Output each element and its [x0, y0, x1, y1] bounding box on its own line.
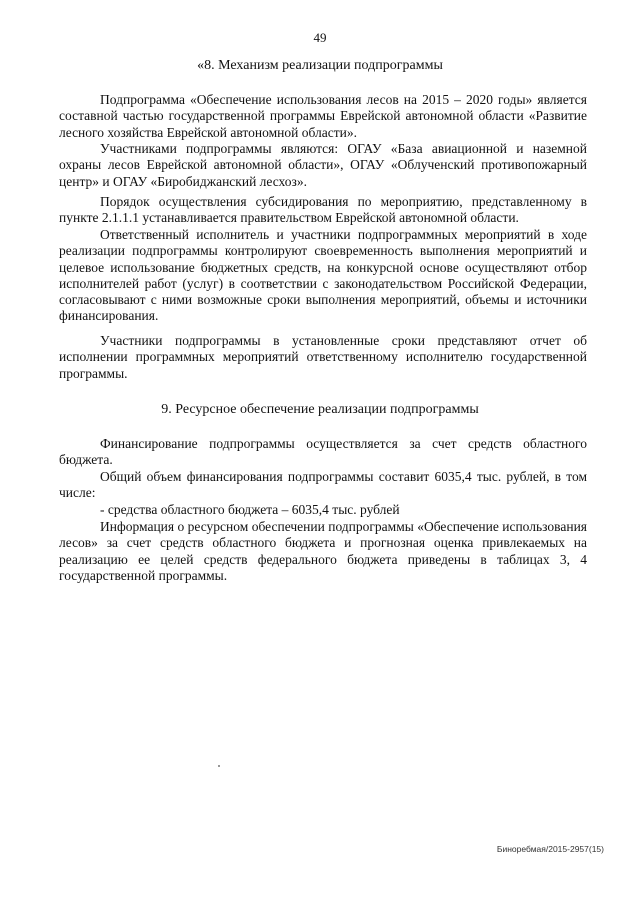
section-9-paragraph-4: Информация о ресурсном обеспечении подпрограммы «Обеспечение использования лесов» за счет средств областного бюджета и прогнозная оценка привлекаемых на реализацию ее целей средств федерального бюджета приведены в таблицах 3, 4 государственной программы. [59, 519, 587, 583]
section-8-heading: «8. Механизм реализации подпрограммы [197, 58, 443, 73]
section-8-paragraph-2: Участниками подпрограммы являются: ОГАУ «База авиационной и наземной охраны лесов Еврейской автономной области», ОГАУ «Облученский противопожарный центр» и ОГАУ «Биробиджанский лесхоз». [59, 141, 587, 189]
section-9-paragraph-2: Общий объем финансирования подпрограммы составит 6035,4 тыс. рублей, в том числе: [59, 469, 587, 501]
section-9-heading: 9. Ресурсное обеспечение реализации подпрограммы [161, 402, 479, 417]
section-9-paragraph-1: Финансирование подпрограммы осуществляется за счет средств областного бюджета. [59, 436, 587, 468]
page-number: 49 [313, 30, 327, 45]
section-9-paragraph-3: - средства областного бюджета – 6035,4 тыс. рублей [100, 502, 400, 517]
scan-speck [218, 765, 220, 767]
document-footer-code: Биноребмая/2015-2957(15) [496, 844, 604, 854]
section-8-paragraph-3: Порядок осуществления субсидирования по мероприятию, представленному в пункте 2.1.1.1 устанавливается правительством Еврейской автономной области. [59, 194, 587, 226]
section-8-paragraph-5: Участники подпрограммы в установленные сроки представляют отчет об исполнении программных мероприятий ответственному исполнителю государственной программы. [59, 333, 587, 381]
section-8-paragraph-1: Подпрограмма «Обеспечение использования лесов на 2015 – 2020 годы» является составной частью государственной программы Еврейской автономной области «Развитие лесного хозяйства Еврейской автономной области». [59, 92, 587, 140]
section-8-paragraph-4: Ответственный исполнитель и участники подпрограммных мероприятий в ходе реализации подпрограммы контролируют своевременность выполнения мероприятий и целевое использование бюджетных средств, на конкурсной основе осуществляют отбор исполнителей работ (услуг) в соответствии с законодательством Российской Федерации, согласовывают с ними возможные сроки выполнения мероприятий, объемы и источники финансирования. [59, 227, 587, 324]
